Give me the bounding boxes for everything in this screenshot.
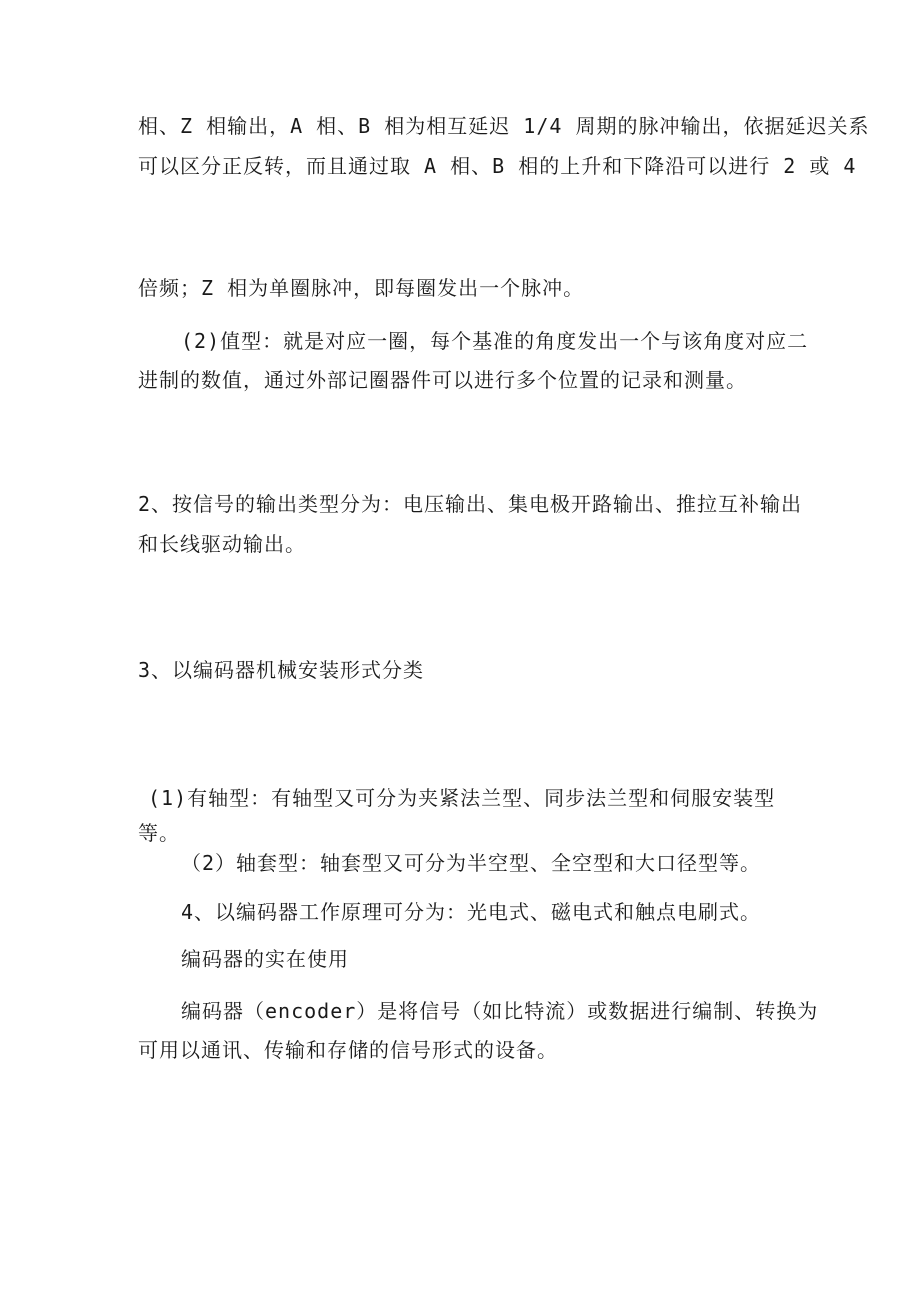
- section-heading: 3、以编码器机械安装形式分类: [138, 658, 425, 682]
- paragraph-line: 编码器（encoder）是将信号（如比特流）或数据进行编制、转换为: [181, 999, 819, 1023]
- paragraph-line: 进制的数值，通过外部记圈器件可以进行多个位置的记录和测量。: [138, 368, 747, 392]
- paragraph-line: 和长线驱动输出。: [138, 532, 306, 556]
- paragraph-line: (2)值型：就是对应一圈，每个基准的角度发出一个与该角度对应二: [181, 329, 809, 353]
- paragraph-line: (1)有轴型：有轴型又可分为夹紧法兰型、同步法兰型和伺服安装型: [148, 786, 776, 810]
- section-heading: 2、按信号的输出类型分为：电压输出、集电极开路输出、推拉互补输出: [138, 492, 803, 516]
- paragraph-line: 可以区分正反转，而且通过取 A 相、B 相的上升和下降沿可以进行 2 或 4: [138, 154, 857, 178]
- paragraph-line: 可用以通讯、传输和存储的信号形式的设备。: [138, 1038, 558, 1062]
- paragraph-line: 相、Z 相输出，A 相、B 相为相互延迟 1/4 周期的脉冲输出，依据延迟关系: [138, 114, 870, 138]
- section-heading: 编码器的实在使用: [181, 947, 349, 971]
- paragraph-line: 倍频；Z 相为单圈脉冲，即每圈发出一个脉冲。: [138, 276, 585, 300]
- paragraph-line: 等。: [138, 821, 180, 845]
- paragraph-line: （2）轴套型：轴套型又可分为半空型、全空型和大口径型等。: [181, 851, 762, 875]
- section-heading: 4、以编码器工作原理可分为：光电式、磁电式和触点电刷式。: [181, 900, 762, 924]
